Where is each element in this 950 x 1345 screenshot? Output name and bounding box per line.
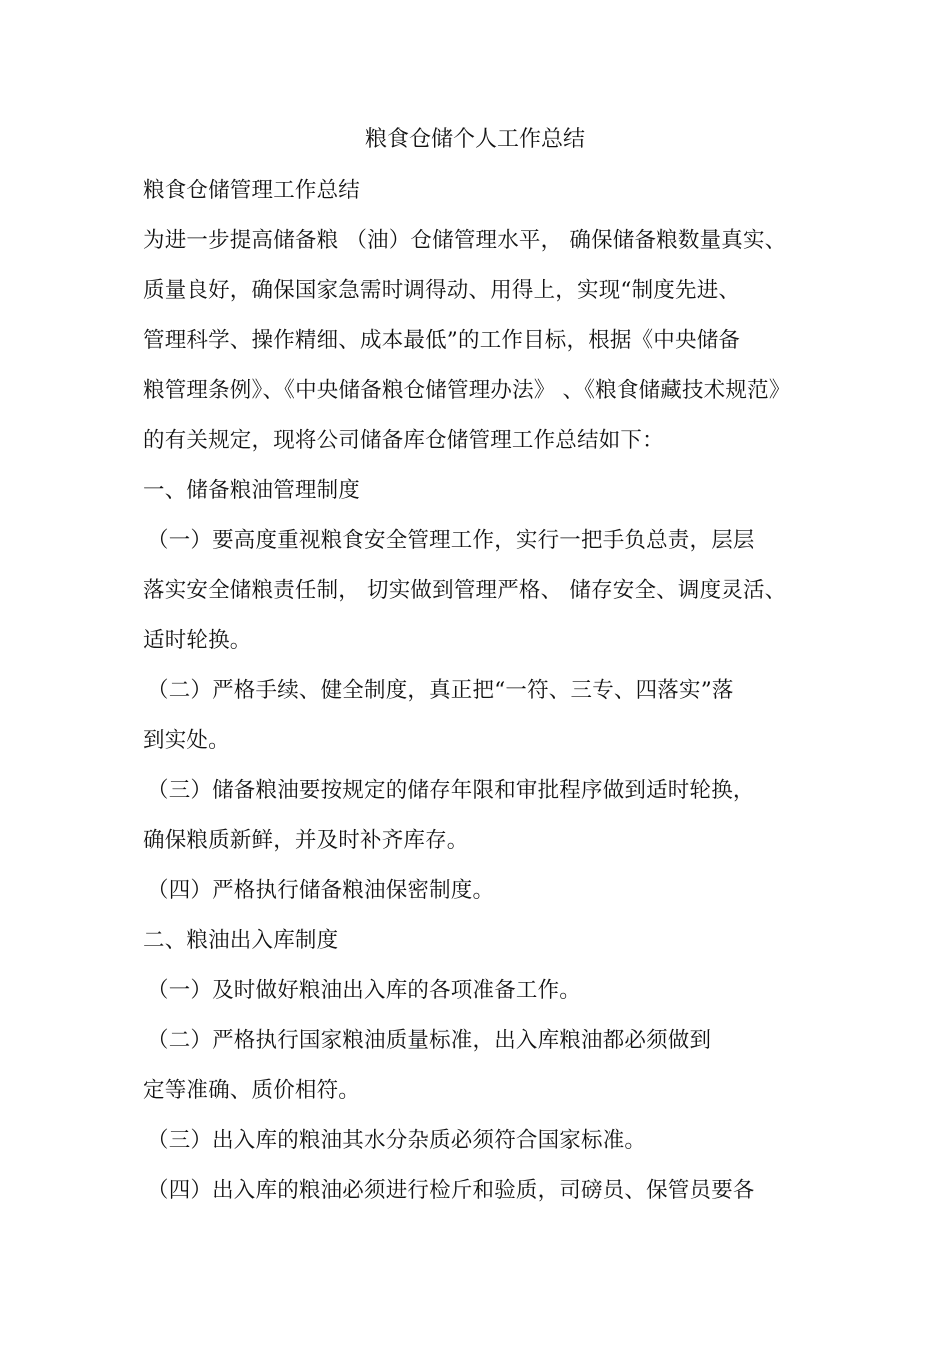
list-item-line: （四）严格执行储备粮油保密制度。 bbox=[147, 878, 495, 903]
section-heading: 一、储备粮油管理制度 bbox=[143, 478, 361, 503]
paragraph-line: 为进一步提高储备粮 （油）仓储管理水平， 确保储备粮数量真实、 bbox=[143, 228, 787, 253]
list-item-line: （二）严格手续、健全制度，真正把“一符、三专、四落实”落 bbox=[147, 678, 734, 703]
page-title: 粮食仓储个人工作总结 bbox=[364, 127, 585, 152]
list-item-line: （二）严格执行国家粮油质量标准，出入库粮油都必须做到 bbox=[147, 1028, 712, 1053]
list-item-line: （四）出入库的粮油必须进行检斤和验质，司磅员、保管员要各 bbox=[147, 1178, 755, 1203]
section-heading: 二、粮油出入库制度 bbox=[143, 928, 339, 953]
paragraph-line: 适时轮换。 bbox=[143, 628, 252, 653]
section-heading: 粮食仓储管理工作总结 bbox=[143, 178, 361, 203]
paragraph-line: 到实处。 bbox=[143, 728, 230, 753]
paragraph-line: 定等准确、质价相符。 bbox=[143, 1078, 361, 1103]
paragraph-line: 落实安全储粮责任制， 切实做到管理严格、 储存安全、调度灵活、 bbox=[143, 578, 787, 603]
paragraph-line: 粮管理条例》、《中央储备粮仓储管理办法》 、《粮食储藏技术规范》 bbox=[143, 378, 791, 403]
list-item-line: （三）出入库的粮油其水分杂质必须符合国家标准。 bbox=[147, 1128, 647, 1153]
paragraph-line: 管理科学、操作精细、成本最低”的工作目标，根据《中央储备 bbox=[143, 328, 741, 353]
paragraph-line: 的有关规定，现将公司储备库仓储管理工作总结如下： bbox=[143, 428, 664, 453]
paragraph-line: 确保粮质新鲜，并及时补齐库存。 bbox=[143, 828, 469, 853]
paragraph-line: 质量良好，确保国家急需时调得动、用得上，实现“制度先进、 bbox=[143, 278, 741, 303]
list-item-line: （一）及时做好粮油出入库的各项准备工作。 bbox=[147, 978, 582, 1003]
list-item-line: （一）要高度重视粮食安全管理工作，实行一把手负总责，层层 bbox=[147, 528, 755, 553]
list-item-line: （三）储备粮油要按规定的储存年限和审批程序做到适时轮换， bbox=[147, 778, 755, 803]
